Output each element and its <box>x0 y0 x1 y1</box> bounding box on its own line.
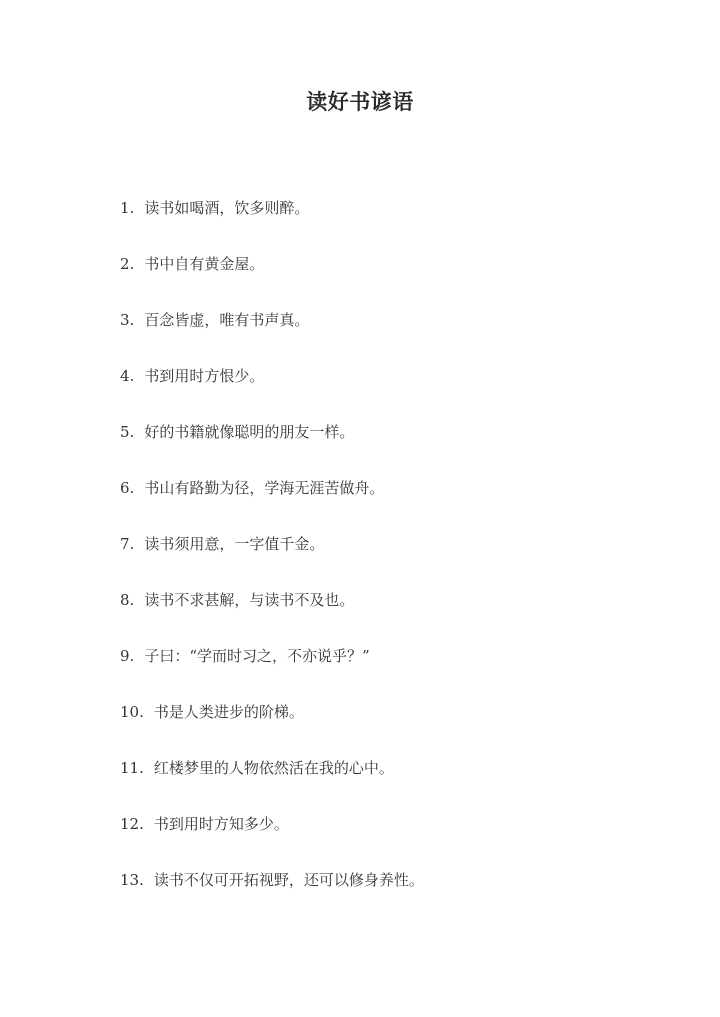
item-number: 2. <box>120 255 135 273</box>
item-number: 6. <box>120 479 135 497</box>
item-text: 读书须用意，一字值千金。 <box>144 535 325 553</box>
item-text: 红楼梦里的人物依然活在我的心中。 <box>153 759 394 777</box>
item-text: 书中自有黄金屋。 <box>144 255 265 273</box>
item-text: 书到用时方恨少。 <box>144 367 265 385</box>
list-item <box>120 364 680 420</box>
list-item <box>120 812 680 868</box>
list-item <box>120 196 680 252</box>
item-number: 12. <box>120 815 144 833</box>
list-item <box>120 476 680 532</box>
item-text: 百念皆虚，唯有书声真。 <box>144 311 310 329</box>
item-text: 书是人类进步的阶梯。 <box>153 703 304 721</box>
proverb-list <box>120 196 680 924</box>
list-item <box>120 588 680 644</box>
item-number: 10. <box>120 703 144 721</box>
item-number: 11. <box>120 759 144 777</box>
document-title: 读好书谚语 <box>306 89 414 114</box>
item-number: 5. <box>120 423 135 441</box>
item-number: 13. <box>120 871 144 889</box>
item-text: 书山有路勤为径，学海无涯苦做舟。 <box>144 479 385 497</box>
list-item <box>120 532 680 588</box>
list-item <box>120 868 680 924</box>
item-number: 8. <box>120 591 135 609</box>
item-number: 3. <box>120 311 135 329</box>
item-text: 子曰：“学而时习之，不亦说乎？” <box>144 647 370 665</box>
item-text: 书到用时方知多少。 <box>153 815 289 833</box>
item-number: 7. <box>120 535 135 553</box>
item-text: 好的书籍就像聪明的朋友一样。 <box>144 423 355 441</box>
item-text: 读书如喝酒，饮多则醉。 <box>144 199 310 217</box>
list-item <box>120 308 680 364</box>
item-text: 读书不求甚解，与读书不及也。 <box>144 591 355 609</box>
item-text: 读书不仅可开拓视野，还可以修身养性。 <box>153 871 424 889</box>
list-item <box>120 420 680 476</box>
list-item <box>120 252 680 308</box>
item-number: 1. <box>120 199 135 217</box>
list-item <box>120 700 680 756</box>
item-number: 4. <box>120 367 135 385</box>
list-item <box>120 644 680 700</box>
list-item <box>120 756 680 812</box>
item-number: 9. <box>120 647 135 665</box>
